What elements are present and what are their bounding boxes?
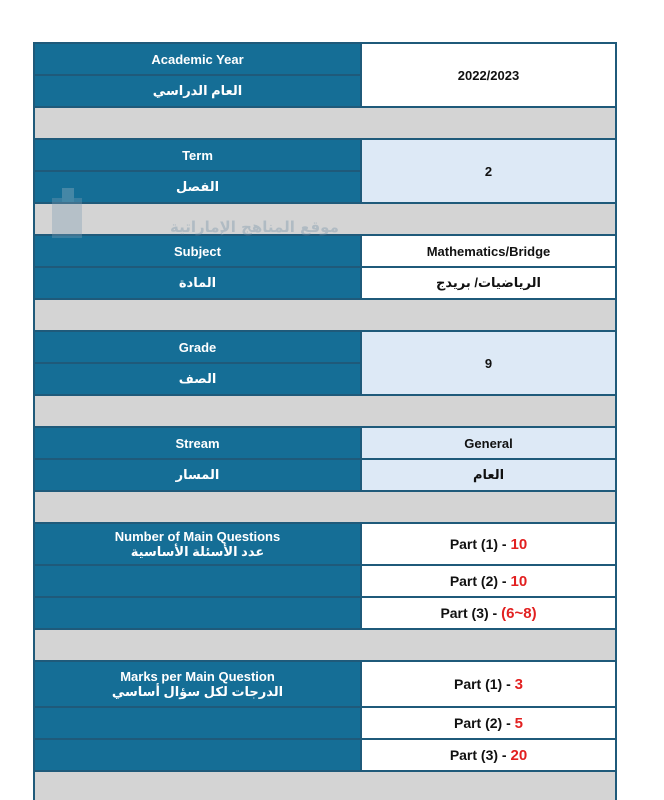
term-value: 2 xyxy=(362,140,615,202)
stream-value-en: General xyxy=(362,428,615,458)
grade-value: 9 xyxy=(362,332,615,394)
main-questions-label-ar: عدد الأسئلة الأساسية xyxy=(130,544,265,559)
part-mark: 20 xyxy=(510,746,528,764)
part-count: (6~8) xyxy=(501,604,537,622)
marks-label xyxy=(35,662,360,706)
academic-year-value: 2022/2023 xyxy=(362,44,615,106)
marks-label-ar: الدرجات لكل سؤال أساسي xyxy=(111,684,284,699)
part-mark: 3 xyxy=(514,675,524,693)
info-table xyxy=(33,42,617,800)
academic-year-label-en: Academic Year xyxy=(35,44,360,74)
main-questions-part-3 xyxy=(362,598,615,628)
separator-row xyxy=(35,108,615,138)
part-count: 10 xyxy=(510,535,528,553)
watermark-block-icon xyxy=(52,198,82,238)
main-questions-blank-cell xyxy=(35,566,360,596)
grade-label-ar: الصف xyxy=(35,364,360,394)
watermark-block-icon xyxy=(62,188,74,202)
grade-label-en: Grade xyxy=(35,332,360,362)
subject-value-en: Mathematics/Bridge xyxy=(362,236,615,266)
marks-blank-cell xyxy=(35,708,360,738)
term-label-en: Term xyxy=(35,140,360,170)
term-label-ar: الفصل xyxy=(35,172,360,202)
main-questions-part-1 xyxy=(362,524,615,564)
academic-year-label-ar: العام الدراسي xyxy=(35,76,360,106)
stream-label-en: Stream xyxy=(35,428,360,458)
subject-label-ar: المادة xyxy=(35,268,360,298)
part-name: Part (1) - xyxy=(453,676,511,692)
watermark-text: موقع المناهج الإماراتية xyxy=(170,218,339,236)
main-questions-part-2 xyxy=(362,566,615,596)
part-name: Part (2) - xyxy=(453,715,511,731)
main-questions-label-en: Number of Main Questions xyxy=(114,529,281,544)
separator-row xyxy=(35,772,615,800)
part-mark: 5 xyxy=(514,714,524,732)
marks-part-2 xyxy=(362,708,615,738)
part-count: 10 xyxy=(510,572,528,590)
subject-value-ar: الرياضيات/ بريدج xyxy=(362,268,615,298)
part-name: Part (2) - xyxy=(449,573,507,589)
part-name: Part (3) - xyxy=(449,747,507,763)
separator-row xyxy=(35,396,615,426)
part-name: Part (1) - xyxy=(449,536,507,552)
subject-label-en: Subject xyxy=(35,236,360,266)
main-questions-blank-cell xyxy=(35,598,360,628)
marks-part-1 xyxy=(362,662,615,706)
marks-part-3 xyxy=(362,740,615,770)
marks-label-en: Marks per Main Question xyxy=(120,669,275,684)
marks-blank-cell xyxy=(35,740,360,770)
stream-value-ar: العام xyxy=(362,460,615,490)
separator-row xyxy=(35,630,615,660)
part-name: Part (3) - xyxy=(440,605,498,621)
separator-row xyxy=(35,492,615,522)
separator-row xyxy=(35,300,615,330)
main-questions-label xyxy=(35,524,360,564)
stream-label-ar: المسار xyxy=(35,460,360,490)
